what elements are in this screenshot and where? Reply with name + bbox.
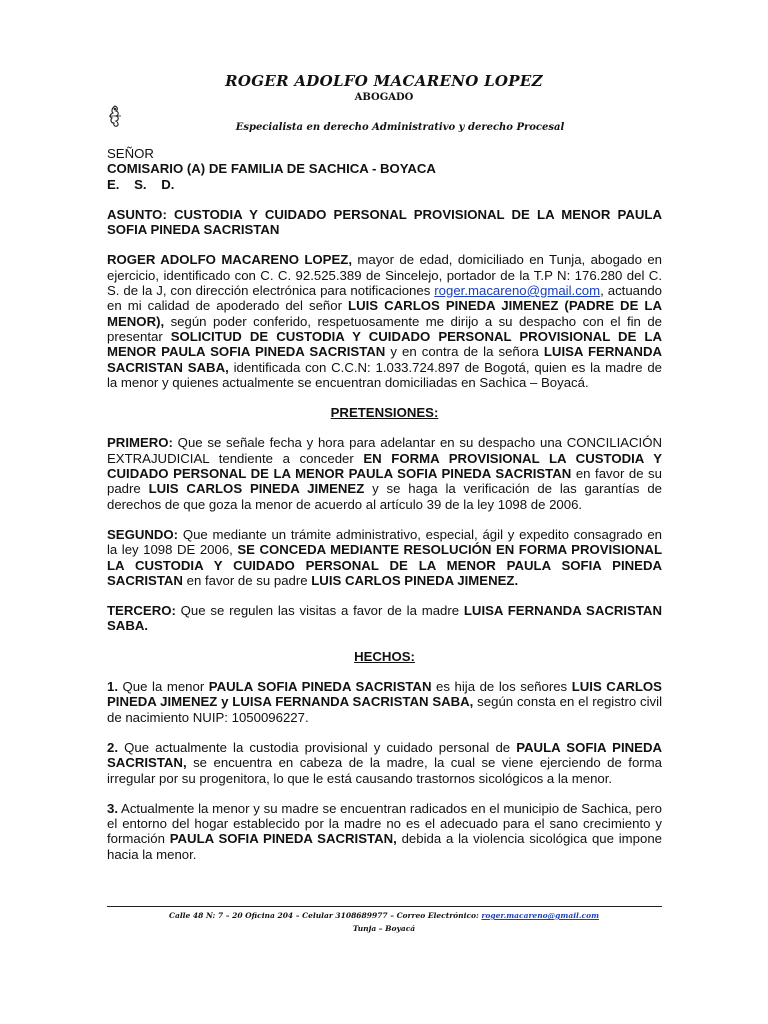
letterhead-name: ROGER ADOLFO MACARENO LOPEZ <box>225 72 543 90</box>
letterhead-specialty: Especialista en derecho Administrativo y derecho Procesal <box>235 122 565 133</box>
addressee-line-1: SEÑOR <box>107 146 154 161</box>
subject-line: ASUNTO: CUSTODIA Y CUIDADO PERSONAL PROVISIONAL DE LA MENOR PAULA SOFIA PINEDA SACRISTAN <box>107 206 662 238</box>
letter-body <box>107 146 662 862</box>
letterhead-title: ABOGADO <box>354 92 414 103</box>
intro-paragraph: ROGER ADOLFO MACARENO LOPEZ, mayor de edad, domiciliado en Tunja, abogado en ejercicio, identificado con C. C. 92.525.389 de Sincelejo, portador de la T.P N: 176.280 del C. S. de la J, con dirección electrónica para notificaciones roger.macareno@gmail.com, actuando en mi calidad de apoderado del señor LUIS CARLOS PINEDA JIMENEZ (PADRE DE LA MENOR), según poder conferido, respetuosamente me dirijo a su despacho con el fin de presentar SOLICITUD DE CUSTODIA Y CUIDADO PERSONAL PROVISIONAL DE LA MENOR PAULA SOFIA PINEDA SACRISTAN y en contra de la señora LUISA FERNANDA SACRISTAN SABA, identificada con C.C.N: 1.033.724.897 de Bogotá, quien es la madre de la menor y quienes actualmente se encuentran domiciliadas en Sachica – Boyacá. <box>107 252 662 390</box>
pretension-segundo: SEGUNDO: Que mediante un trámite administrativo, especial, ágil y expedito consagrado en la ley 1098 DE 2006, SE CONCEDA MEDIANTE RESOLUCIÓN EN FORMA PROVISIONAL LA CUSTODIA Y CUIDADO PERSONAL DE LA MENOR PAULA SOFIA PINEDA SACRISTAN en favor de su padre LUIS CARLOS PINEDA JIMENEZ. <box>107 526 663 588</box>
pretension-primero: PRIMERO: Que se señale fecha y hora para adelantar en su despacho una CONCILIACIÓN EXTRAJUDICIAL tendiente a conceder EN FORMA PROVISIONAL LA CUSTODIA Y CUIDADO PERSONAL DE LA MENOR PAULA SOFIA PINEDA SACRISTAN en favor de su padre LUIS CARLOS PINEDA JIMENEZ y se haga la verificación de las garantías de derechos de que goza la menor de acuerdo al artículo 39 de la ley 1098 de 2006. <box>107 435 662 512</box>
footer-email-link[interactable]: roger.macareno@gmail.com <box>481 911 600 920</box>
addressee-line-3: E. S. D. <box>107 176 175 192</box>
hecho-1: 1. Que la menor PAULA SOFIA PINEDA SACRISTAN es hija de los señores LUIS CARLOS PINEDA JIMENEZ y LUISA FERNANDA SACRISTAN SABA, según consta en el registro civil de nacimiento NUIP: 1050096227. <box>107 679 662 725</box>
hecho-2: 2. Que actualmente la custodia provisional y cuidado personal de PAULA SOFIA PINEDA SACRISTAN, se encuentra en cabeza de la madre, la cual se viene ejerciendo de forma irregular por su progenitora, lo que le está causando trastornos sicológicos a la menor. <box>107 739 662 786</box>
pretension-tercero: TERCERO: Que se regulen las visitas a favor de la madre LUISA FERNANDA SACRISTAN SABA. <box>107 603 662 634</box>
addressee-line-2: COMISARIO (A) DE FAMILIA DE SACHICA - BOYACA <box>107 161 436 177</box>
footer-divider <box>107 906 662 907</box>
hechos-heading: HECHOS: <box>354 648 415 664</box>
pretensiones-heading: PRETENSIONES: <box>330 405 439 421</box>
hecho-3: 3. Actualmente la menor y su madre se encuentran radicados en el municipio de Sachica, pero el entorno del hogar establecido por la madre no es el adecuado para el sano crecimiento y formación PAULA SOFIA PINEDA SACRISTAN, debida a la violencia sicológica que impone hacia la menor. <box>107 800 663 862</box>
email-link[interactable]: roger.macareno@gmail.com <box>434 283 601 299</box>
footer-city: Tunja – Boyacá <box>352 924 416 933</box>
footer-address: Calle 48 N: 7 – 20 Oficina 204 – Celular 3108689977 – Correo Electrónico: roger.macareno@gmail.com <box>168 911 600 920</box>
